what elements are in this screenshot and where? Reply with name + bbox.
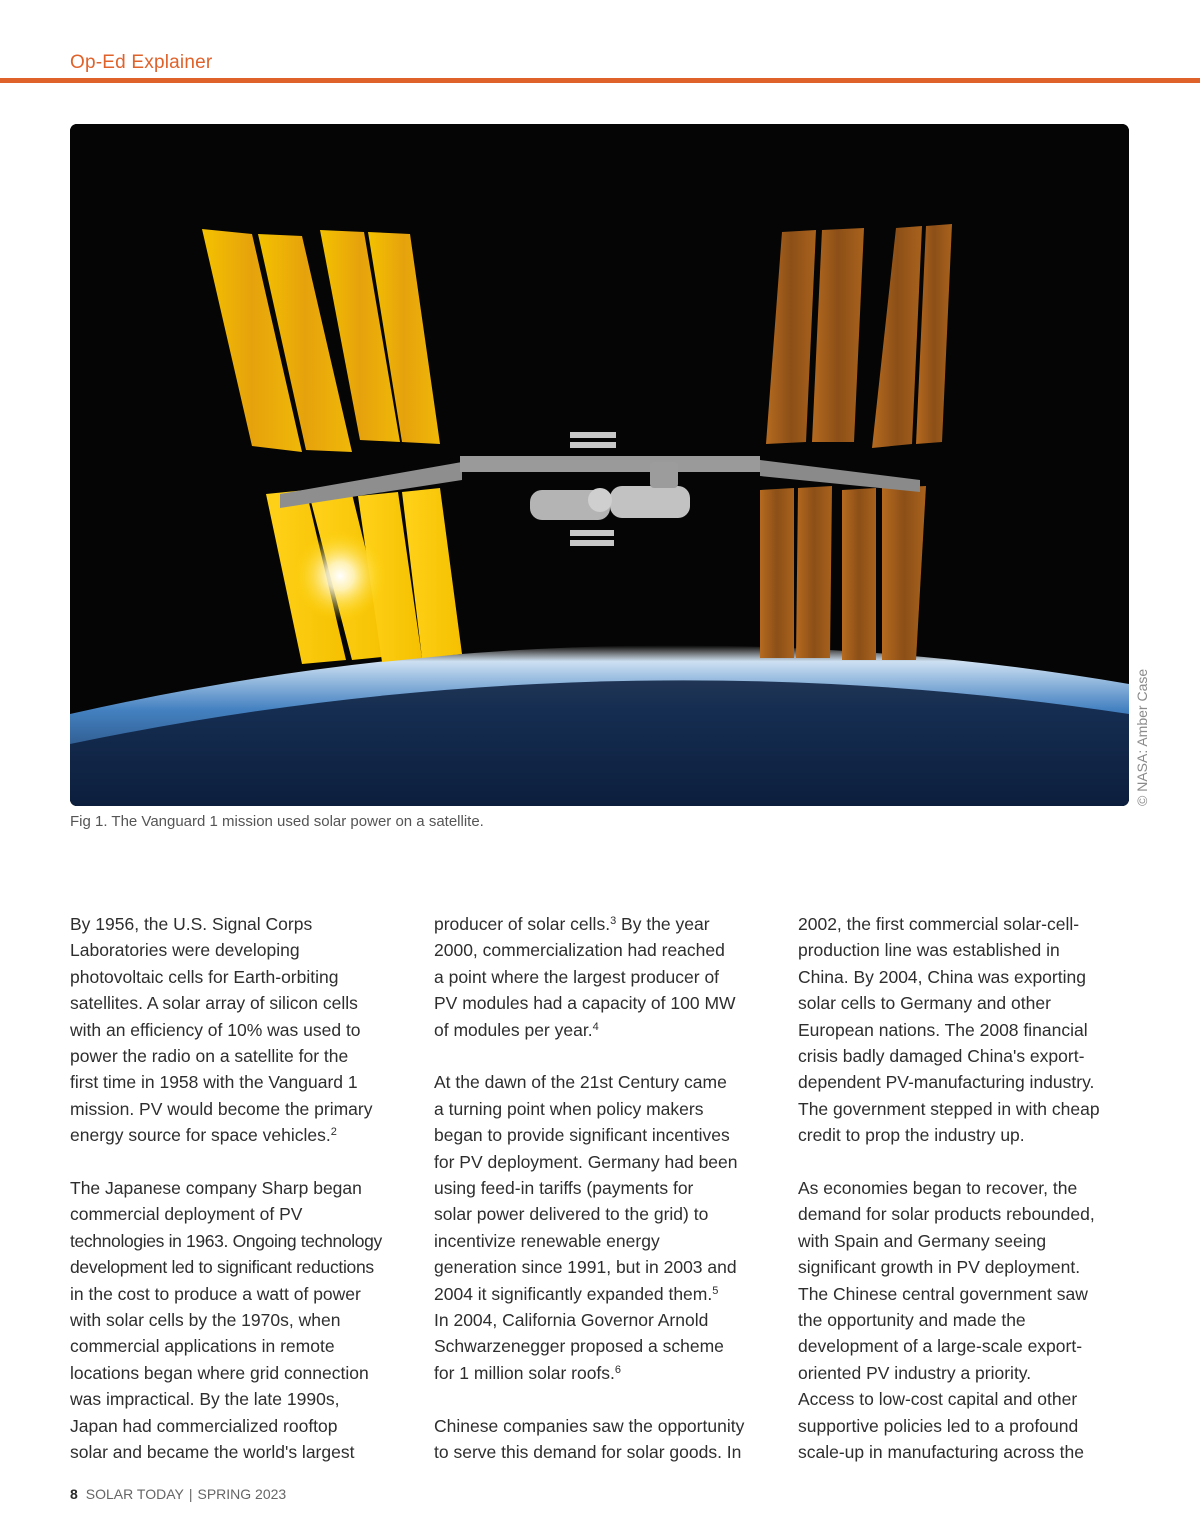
text-line: began to provide significant incentives: [434, 1125, 730, 1146]
text-line: commercial applications in remote: [70, 1336, 335, 1357]
text-line: Chinese companies saw the opportunity: [434, 1415, 745, 1436]
text-line: generation since 1991, but in 2003 and: [434, 1257, 737, 1278]
text-line: At the dawn of the 21st Century came: [434, 1072, 727, 1093]
text-line: PV modules had a capacity of 100 MW: [434, 993, 736, 1014]
text-line: for PV deployment. Germany had been: [434, 1151, 738, 1172]
footer-separator: |: [188, 1486, 193, 1502]
text-line: energy source for space vehicles.$^2$: [70, 1125, 337, 1146]
footnote-marker: 3: [610, 915, 617, 927]
text-line: first time in 1958 with the Vanguard 1: [70, 1072, 358, 1093]
text-line: Access to low-cost capital and other: [798, 1389, 1078, 1410]
footnote-marker: 5: [712, 1284, 719, 1297]
text-line: satellites. A solar array of silicon cells: [70, 993, 358, 1014]
text-line: The Chinese central government saw: [798, 1283, 1088, 1304]
text-line: with Spain and Germany seeing: [798, 1230, 1047, 1251]
text-line: to serve this demand for solar goods. In: [434, 1442, 742, 1463]
solar-array-right-lower: [760, 486, 926, 660]
text-line: credit to prop the industry up.: [798, 1125, 1025, 1146]
iss-photo: [70, 124, 1129, 806]
article-column-1: [70, 911, 410, 1492]
text-line: production line was established in: [798, 940, 1060, 961]
footnote-marker: 4: [592, 1020, 599, 1033]
text-line: Japan had commercialized rooftop: [70, 1415, 338, 1436]
text-line: with an efficiency of 10% was used to: [70, 1019, 361, 1040]
figure-caption: Fig 1. The Vanguard 1 mission used solar power on a satellite.: [70, 813, 484, 830]
text-line: technologies in 1963. Ongoing technology: [70, 1230, 382, 1251]
photo-credit: © NASA: Amber Case: [1134, 668, 1150, 806]
text-line: In 2004, California Governor Arnold: [434, 1310, 709, 1331]
text-line: power the radio on a satellite for the: [70, 1046, 349, 1067]
text-line: supportive policies led to a profound: [798, 1415, 1079, 1436]
text-line: crisis badly damaged China's export-: [798, 1046, 1085, 1067]
text-line: in the cost to produce a watt of power: [70, 1283, 361, 1304]
text-line: the opportunity and made the: [798, 1310, 1026, 1331]
text-line: locations began where grid connection: [70, 1362, 369, 1383]
text-line: Laboratories were developing: [70, 940, 300, 961]
article-column-2: [434, 911, 774, 1492]
sun-flare: [294, 530, 386, 622]
footnote-marker: 6: [614, 1363, 622, 1376]
text-line: incentivize renewable energy: [434, 1230, 660, 1251]
page-number: 8: [70, 1486, 78, 1502]
text-line: solar cells to Germany and other: [798, 993, 1051, 1014]
text-line: The Japanese company Sharp began: [70, 1178, 362, 1199]
article-column-3: [798, 911, 1138, 1492]
text-line: solar power delivered to the grid) to: [434, 1204, 709, 1225]
text-line: Schwarzenegger proposed a scheme: [434, 1336, 724, 1357]
text-line: photovoltaic cells for Earth-orbiting: [70, 966, 339, 987]
text-line: of modules per year.$^4$: [434, 1019, 599, 1040]
text-line: development led to significant reductions: [70, 1257, 374, 1278]
text-line: dependent PV-manufacturing industry.: [798, 1072, 1095, 1093]
text-line: a point where the largest producer of: [434, 966, 720, 987]
footnote-marker: 2: [330, 1126, 337, 1139]
text-line: scale-up in manufacturing across the: [798, 1442, 1084, 1463]
text-line: solar and became the world's largest: [70, 1442, 355, 1463]
text-line: a turning point when policy makers: [434, 1098, 704, 1119]
text-line: 2000, commercialization had reached: [434, 940, 725, 961]
text-line: China. By 2004, China was exporting: [798, 966, 1086, 987]
text-line: with solar cells by the 1970s, when: [70, 1310, 341, 1331]
section-label: Op-Ed Explainer: [70, 52, 213, 73]
paragraph: [798, 1175, 1138, 1465]
text-line: The government stepped in with cheap: [798, 1098, 1100, 1119]
text-line: 2004 it significantly expanded them.$^5$: [434, 1283, 719, 1304]
text-line: using feed-in tariffs (payments for: [434, 1178, 694, 1199]
text-line: commercial deployment of PV: [70, 1204, 303, 1225]
text-line: mission. PV would become the primary: [70, 1098, 373, 1119]
publication-name: SOLAR TODAY: [85, 1486, 184, 1502]
paragraph: [434, 1069, 774, 1386]
paragraph: [70, 911, 410, 1149]
text-line: European nations. The 2008 financial: [798, 1019, 1088, 1040]
text-line: demand for solar products rebounded,: [798, 1204, 1095, 1225]
paragraph: [70, 1175, 410, 1465]
text-line: 2002, the first commercial solar-cell-: [798, 914, 1080, 934]
text-line: was impractical. By the late 1990s,: [70, 1389, 340, 1410]
paragraph: [798, 911, 1138, 1149]
text-line: As economies began to recover, the: [798, 1178, 1078, 1199]
text-line: producer of solar cells.$^3$ By the year: [434, 914, 710, 934]
paragraph: [434, 911, 774, 1043]
paragraph: [434, 1413, 774, 1466]
text-line: significant growth in PV deployment.: [798, 1257, 1081, 1278]
text-line: oriented PV industry a priority.: [798, 1362, 1032, 1383]
text-line: development of a large-scale export-: [798, 1336, 1083, 1357]
header-rule: [0, 78, 1200, 83]
text-line: for 1 million solar roofs.$^6$: [434, 1362, 622, 1383]
page-footer: [70, 1486, 286, 1502]
issue-label: SPRING 2023: [197, 1486, 287, 1502]
text-line: By 1956, the U.S. Signal Corps: [70, 914, 313, 934]
